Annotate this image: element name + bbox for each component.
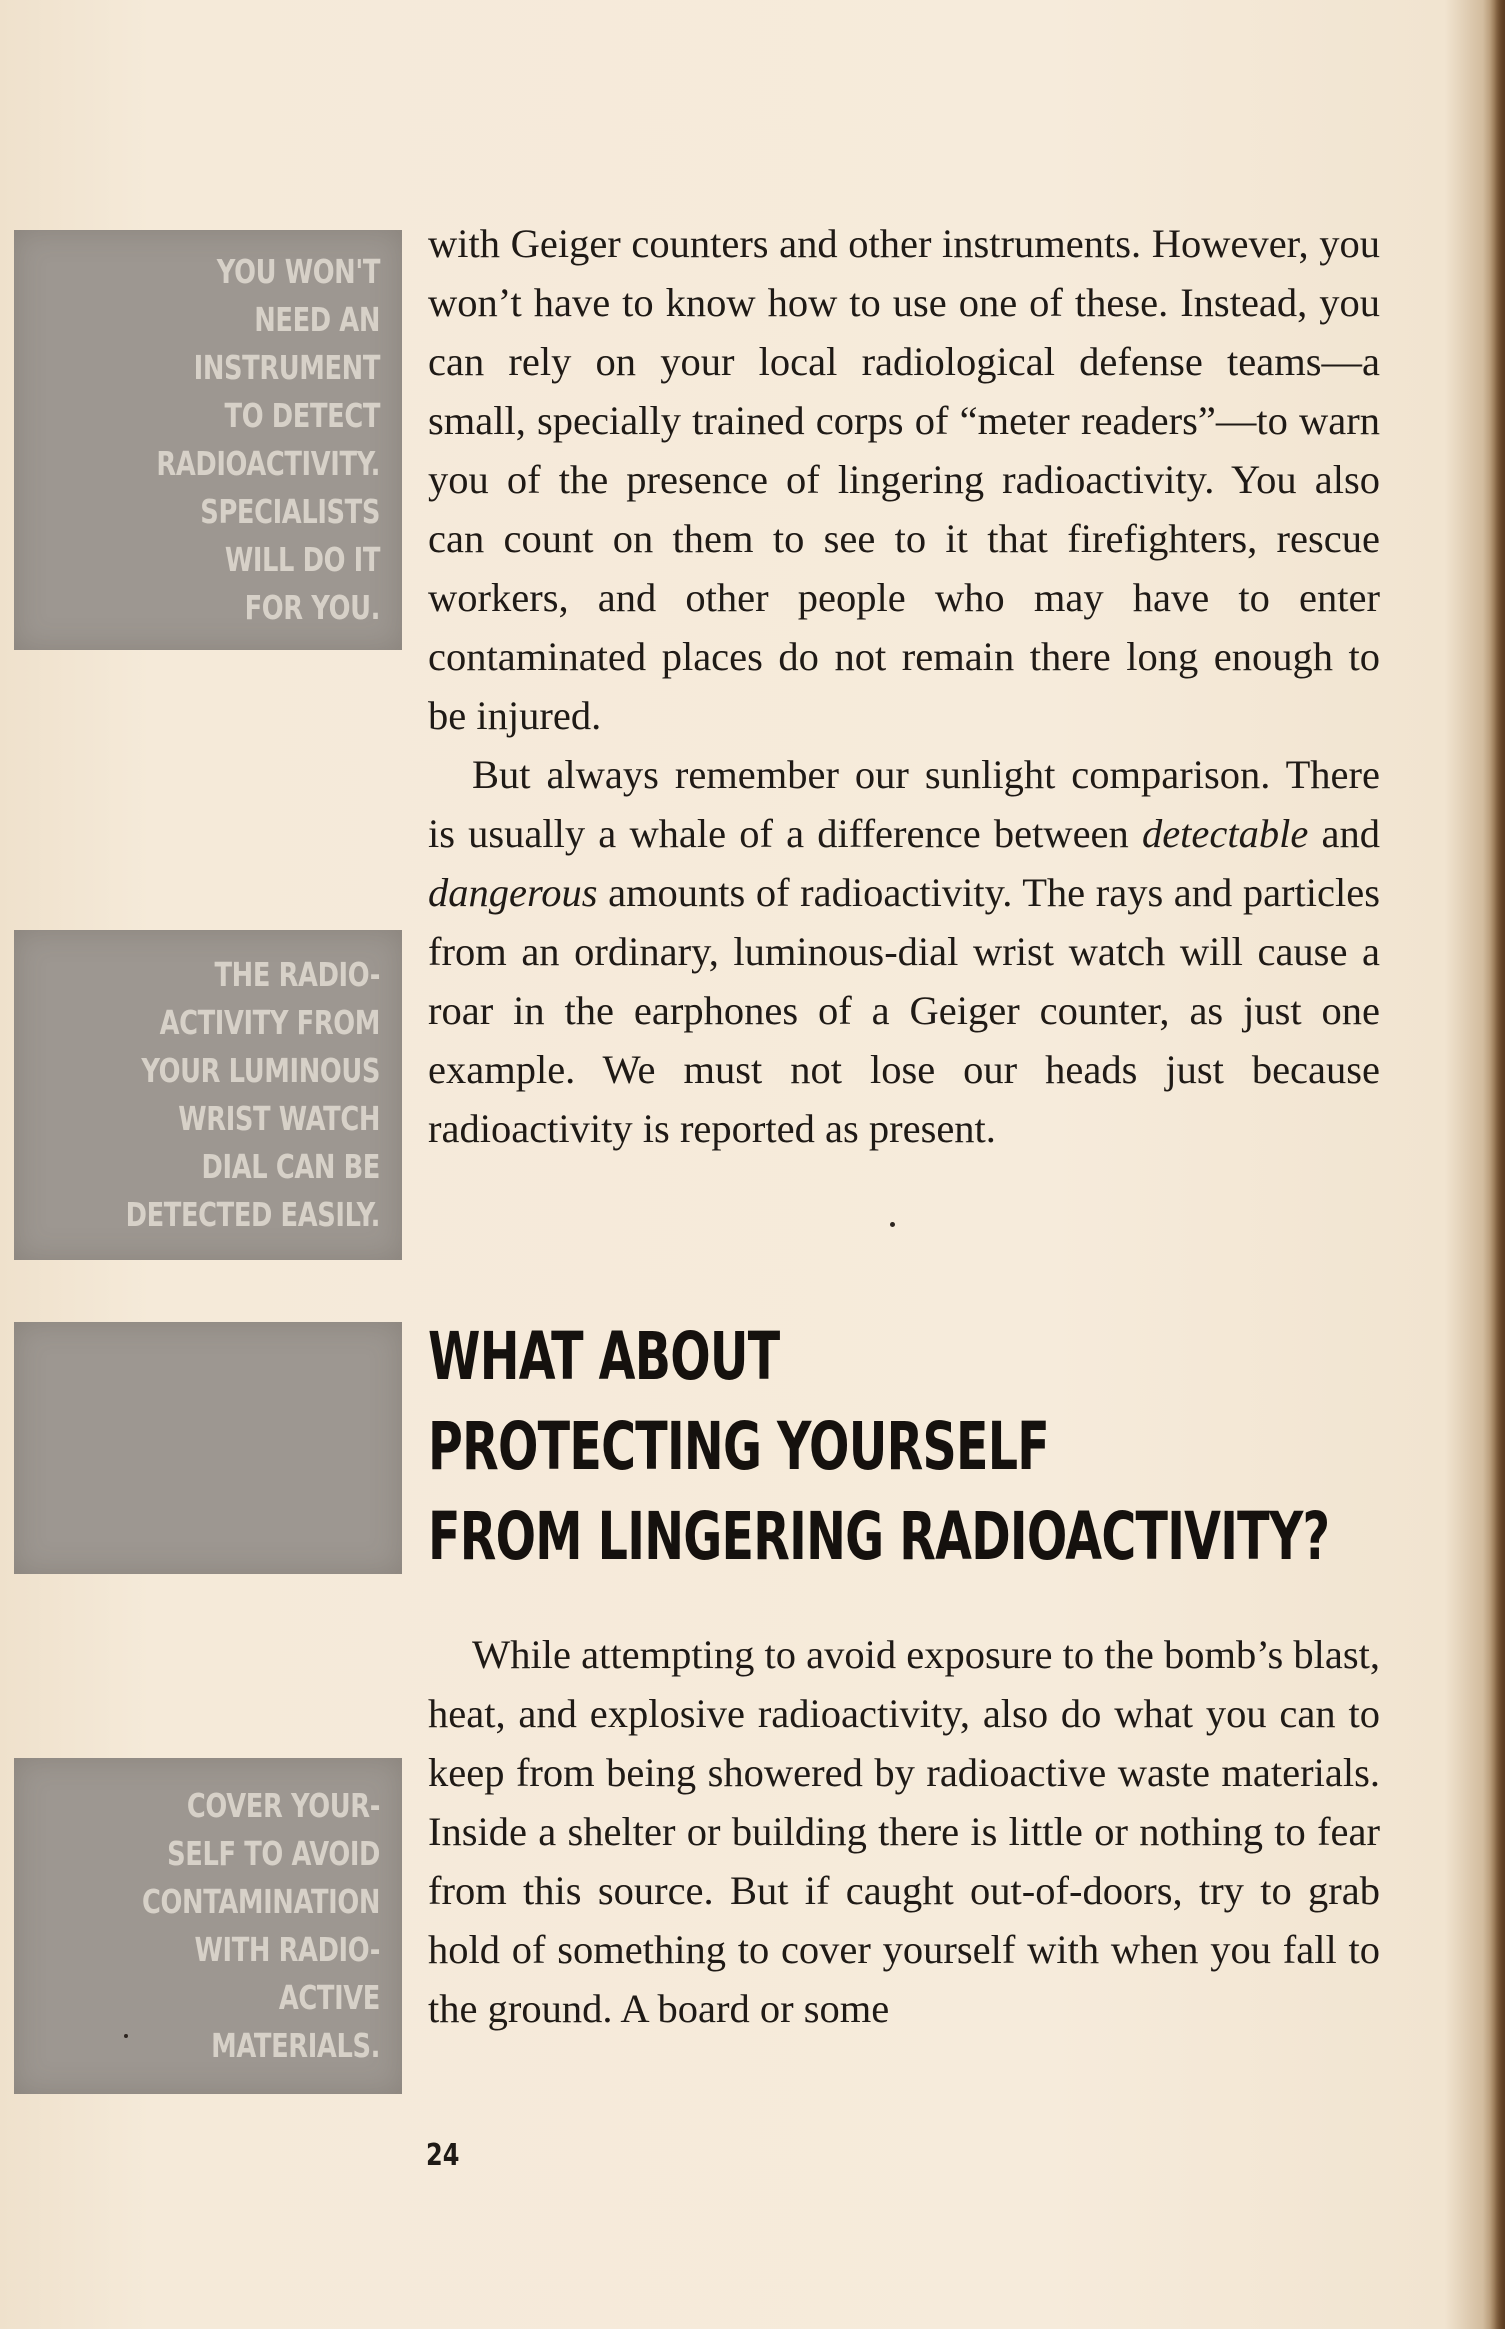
emphasis-detectable: detectable (1141, 811, 1309, 856)
heading-line: PROTECTING YOURSELF (428, 1408, 1050, 1485)
sidebar-note-box (14, 1758, 402, 2094)
spine-shadow (1483, 0, 1505, 2329)
paragraph: with Geiger counters and other instruments. However, you won’t have to know how to use one of these. Instead, you can rely on your local radiological defense teams—a small, specially trained corps of “meter readers”—to warn you of the presence of lingering radioactivity. You also can count on them to see to it that firefighters, rescue workers, and other people who may have to enter contaminated places do not remain there long enough to be injured. (428, 221, 1380, 738)
section-heading (428, 1312, 1505, 1582)
heading-line: FROM LINGERING RADIOACTIVITY? (428, 1498, 1330, 1575)
page-number: 24 (426, 2138, 460, 2173)
sidebar-blank-box (14, 1322, 402, 1574)
paragraph-text: But always remember our sunlight comparison. There is usually a whale of a difference between (428, 752, 1380, 856)
paragraph (428, 745, 1380, 1158)
paragraph-text: and (1308, 811, 1380, 856)
sidebar-note-box (14, 930, 402, 1260)
paragraph: While attempting to avoid exposure to the bomb’s blast, heat, and explosive radioactivity, also do what you can to keep from being showered by radioactive waste materials. Inside a shelter or building there is little or nothing to fear from this source. But if caught out-of-doors, try to grab hold of something to cover yourself with when you fall to the ground. A board or some (428, 1632, 1380, 2031)
paragraph-text: amounts of radioactivity. The rays and particles from an ordinary, luminous-dial wrist watch will cause a roar in the earphones of a Geiger counter, as just one example. We must not lose our heads just because radioactivity is reported as present. (428, 870, 1380, 1151)
sidebar-note-text: THE RADIO- ACTIVITY FROM YOUR LUMINOUS WRIST WATCH DIAL CAN BE DETECTED EASILY. (125, 955, 380, 1234)
heading-line: WHAT ABOUT (428, 1318, 780, 1395)
sidebar-note-text: YOU WON'T NEED AN INSTRUMENT TO DETECT RADIOACTIVITY. SPECIALISTS WILL DO IT FOR YOU. (156, 252, 380, 627)
section-body (428, 1625, 1380, 2038)
emphasis-dangerous: dangerous (428, 870, 598, 915)
print-speck (124, 2034, 128, 2038)
sidebar-note-text: COVER YOUR- SELF TO AVOID CONTAMINATION WITH RADIO- ACTIVE MATERIALS. (142, 1786, 380, 2065)
sidebar-note-text (99, 1322, 380, 1574)
print-speck (890, 1222, 895, 1227)
body-text (428, 214, 1380, 1158)
sidebar-note-box (14, 230, 402, 650)
